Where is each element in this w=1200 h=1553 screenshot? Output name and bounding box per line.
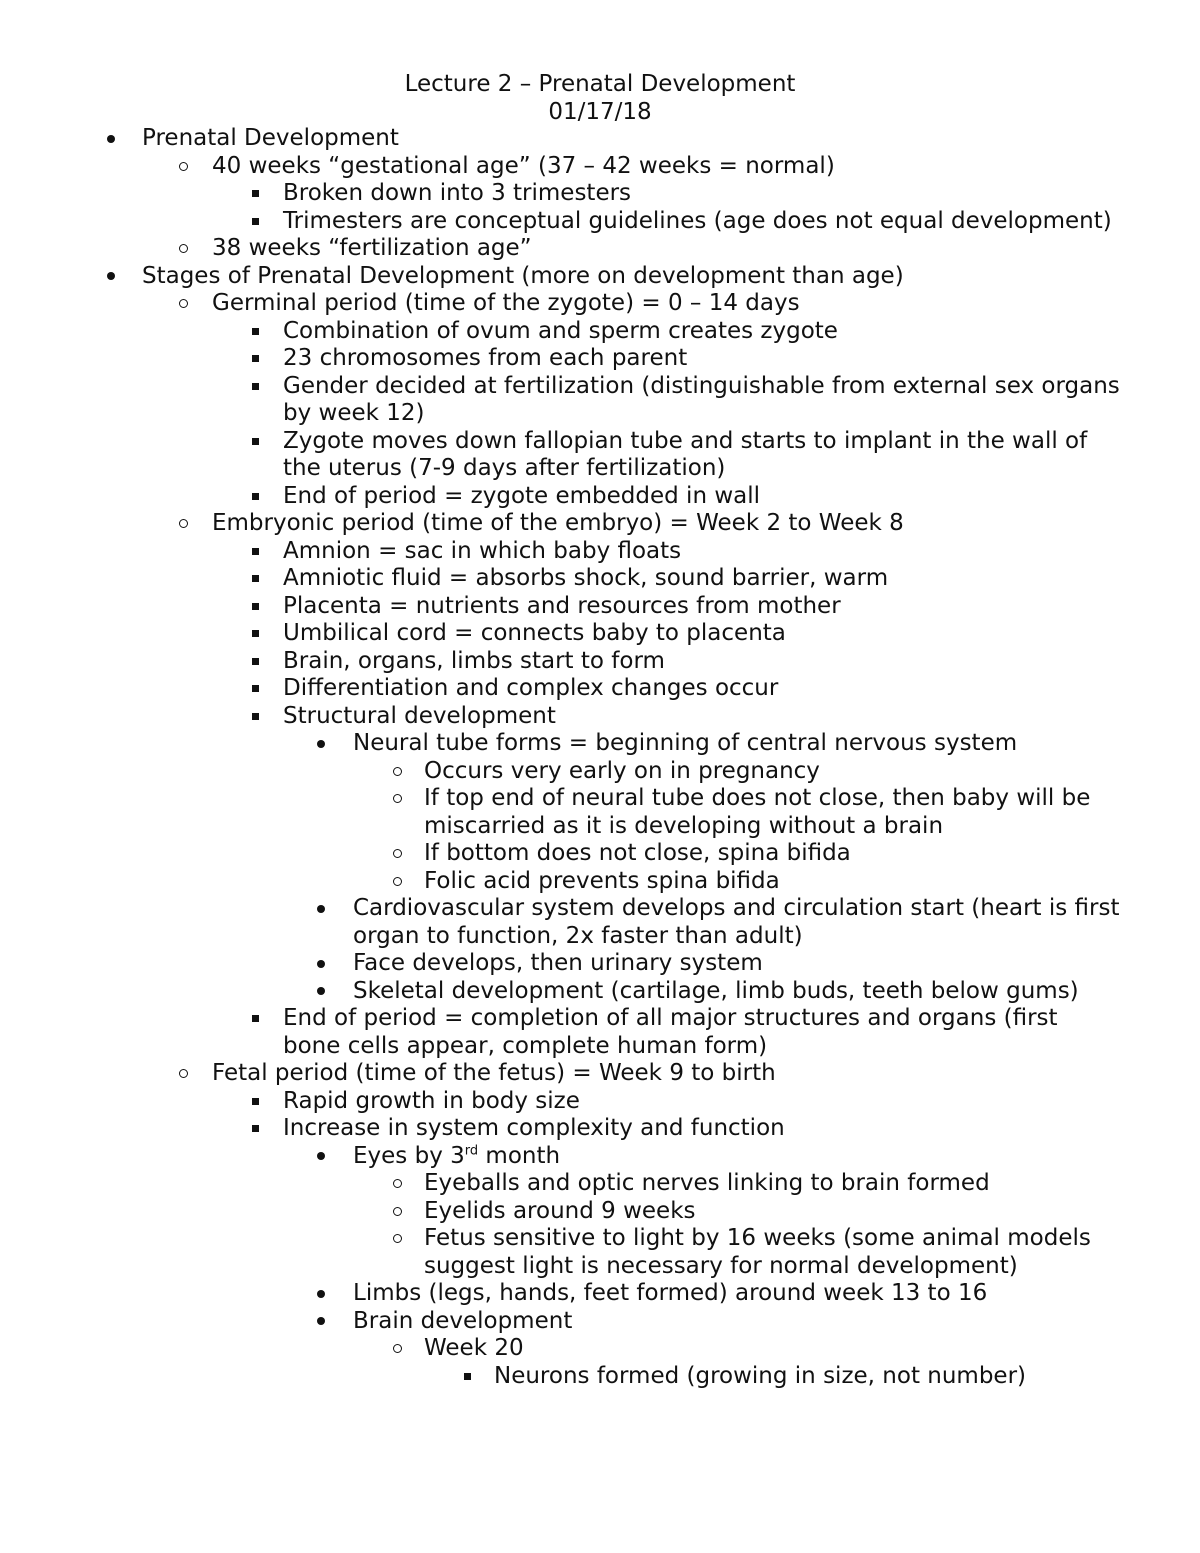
- outline-item-level-4: [0, 1308, 1200, 1336]
- outline-item-text: Neural tube forms = beginning of central nervous system: [353, 730, 1018, 756]
- outline-item-level-5: [0, 840, 1200, 868]
- outline-item-text: Occurs very early on in pregnancy: [424, 757, 820, 784]
- bullet-marker-icon: [386, 868, 408, 896]
- bullet-marker-icon: [100, 125, 122, 153]
- outline-item-text: Limbs (legs, hands, feet formed) around week 13 to 16: [353, 1280, 988, 1306]
- outline-item-text: 38 weeks “fertilization age”: [212, 235, 532, 261]
- bullet-marker-icon: [172, 510, 194, 538]
- outline-item-text: Stages of Prenatal Development (more on development than age): [142, 262, 904, 289]
- outline-item-text: Brain development: [353, 1307, 573, 1334]
- outline-item-level-4: [0, 1280, 1200, 1308]
- outline-item-text: Structural development: [283, 702, 556, 729]
- bullet-marker-icon: [244, 620, 266, 648]
- outline-item-text: Embryonic period (time of the embryo) = Week 2 to Week 8: [212, 510, 904, 536]
- bullet-marker-icon: [310, 1308, 332, 1336]
- outline-item-level-3: [0, 373, 1200, 428]
- outline-item-level-2: [0, 510, 1200, 538]
- outline-item-text: 23 chromosomes from each parent: [283, 345, 688, 371]
- bullet-marker-icon: [386, 1170, 408, 1198]
- outline-item-level-5: [0, 1335, 1200, 1363]
- bullet-marker-icon: [244, 318, 266, 346]
- outline-item-level-4: [0, 978, 1200, 1006]
- outline-item-text: Week 20: [424, 1335, 524, 1361]
- bullet-marker-icon: [244, 565, 266, 593]
- outline-item-text: Umbilical cord = connects baby to placenta: [283, 620, 786, 646]
- outline-item-text: If top end of neural tube does not close, then baby will be miscarried as it is developing without a brain: [424, 785, 1091, 839]
- ordinal-superscript: rd: [464, 1142, 479, 1158]
- outline-item-level-3: [0, 208, 1200, 236]
- bullet-marker-icon: [310, 1143, 332, 1171]
- bullet-marker-icon: [244, 648, 266, 676]
- outline-item-level-5: [0, 1198, 1200, 1226]
- bullet-marker-icon: [244, 1088, 266, 1116]
- outline-item-text: Brain, organs, limbs start to form: [283, 647, 665, 674]
- outline-item-text: Eyeballs and optic nerves linking to brain formed: [424, 1170, 990, 1196]
- bullet-marker-icon: [386, 785, 408, 813]
- outline-item-level-1: [0, 125, 1200, 153]
- outline-item-text: Broken down into 3 trimesters: [283, 180, 632, 206]
- outline-item-level-3: [0, 675, 1200, 703]
- outline-item-level-3: [0, 703, 1200, 731]
- outline-item-level-3: [0, 538, 1200, 566]
- outline-item-level-3: [0, 180, 1200, 208]
- bullet-marker-icon: [310, 895, 332, 923]
- bullet-marker-icon: [386, 1225, 408, 1253]
- outline-list: [0, 125, 1200, 1390]
- outline-item-level-2: [0, 1060, 1200, 1088]
- outline-item-text: Folic acid prevents spina bifida: [424, 867, 780, 894]
- outline-item-level-3: [0, 345, 1200, 373]
- outline-item-text: If bottom does not close, spina bifida: [424, 840, 851, 866]
- outline-item-level-4: [0, 1143, 1200, 1171]
- outline-item-level-4: [0, 895, 1200, 950]
- bullet-marker-icon: [386, 840, 408, 868]
- outline-item-level-5: [0, 1225, 1200, 1280]
- bullet-marker-icon: [244, 1115, 266, 1143]
- outline-item-level-4: [0, 730, 1200, 758]
- bullet-marker-icon: [244, 675, 266, 703]
- outline-item-level-3: [0, 648, 1200, 676]
- bullet-marker-icon: [244, 208, 266, 236]
- outline-item-level-5: [0, 1170, 1200, 1198]
- bullet-marker-icon: [310, 730, 332, 758]
- outline-item-level-3: [0, 593, 1200, 621]
- outline-item-text: End of period = completion of all major structures and organs (first bone cells appear, complete human form): [283, 1005, 1058, 1059]
- bullet-marker-icon: [244, 373, 266, 401]
- outline-item-text: Gender decided at fertilization (distinguishable from external sex organs by week 12): [283, 372, 1120, 426]
- document-header: [0, 71, 1200, 126]
- outline-item-text-after: month: [478, 1142, 561, 1169]
- bullet-marker-icon: [244, 345, 266, 373]
- bullet-marker-icon: [172, 153, 194, 181]
- bullet-marker-icon: [244, 538, 266, 566]
- outline-item-level-3: [0, 483, 1200, 511]
- outline-item-level-3: [0, 428, 1200, 483]
- outline-item-text: End of period = zygote embedded in wall: [283, 482, 761, 509]
- outline-item-text: Fetus sensitive to light by 16 weeks (some animal models suggest light is necessary for normal development): [424, 1225, 1091, 1279]
- bullet-marker-icon: [310, 978, 332, 1006]
- bullet-marker-icon: [244, 180, 266, 208]
- bullet-marker-icon: [244, 703, 266, 731]
- outline-item-text-main: Eyes by 3: [353, 1142, 465, 1169]
- outline-item-text: Fetal period (time of the fetus) = Week 9 to birth: [212, 1060, 776, 1086]
- bullet-marker-icon: [172, 235, 194, 263]
- outline-item-level-5: [0, 785, 1200, 840]
- outline-item-text: Placenta = nutrients and resources from mother: [283, 592, 841, 619]
- bullet-marker-icon: [310, 950, 332, 978]
- outline-item-level-3: [0, 318, 1200, 346]
- outline-item-level-3: [0, 1115, 1200, 1143]
- bullet-marker-icon: [456, 1363, 478, 1391]
- outline-item-text: Combination of ovum and sperm creates zygote: [283, 317, 838, 344]
- bullet-marker-icon: [172, 290, 194, 318]
- outline-item-level-2: [0, 290, 1200, 318]
- bullet-marker-icon: [172, 1060, 194, 1088]
- outline-item-level-6: [0, 1363, 1200, 1391]
- outline-item-text: Eyelids around 9 weeks: [424, 1197, 696, 1224]
- bullet-marker-icon: [244, 593, 266, 621]
- outline-item-text: Germinal period (time of the zygote) = 0 – 14 days: [212, 290, 800, 316]
- bullet-marker-icon: [386, 1335, 408, 1363]
- outline-item-text: [353, 1143, 1120, 1171]
- bullet-marker-icon: [310, 1280, 332, 1308]
- bullet-marker-icon: [244, 428, 266, 456]
- outline-item-text: Cardiovascular system develops and circulation start (heart is first organ to function, 2x faster than adult): [353, 895, 1120, 949]
- outline-item-level-3: [0, 565, 1200, 593]
- outline-item-text: Increase in system complexity and function: [283, 1115, 785, 1141]
- bullet-marker-icon: [386, 1198, 408, 1226]
- outline-item-text: Amniotic fluid = absorbs shock, sound barrier, warm: [283, 565, 889, 591]
- bullet-marker-icon: [244, 483, 266, 511]
- outline-item-level-3: [0, 1088, 1200, 1116]
- outline-item-text: 40 weeks “gestational age” (37 – 42 weeks = normal): [212, 152, 835, 179]
- outline-item-level-2: [0, 235, 1200, 263]
- outline-item-level-3: [0, 620, 1200, 648]
- outline-item-level-1: [0, 263, 1200, 291]
- outline-item-text: Trimesters are conceptual guidelines (age does not equal development): [283, 207, 1112, 234]
- outline-item-level-5: [0, 758, 1200, 786]
- outline-item-level-3: [0, 1005, 1200, 1060]
- outline-item-level-5: [0, 868, 1200, 896]
- outline-item-text: Skeletal development (cartilage, limb buds, teeth below gums): [353, 977, 1079, 1004]
- outline-item-text: Amnion = sac in which baby floats: [283, 537, 682, 564]
- outline-item-text: Prenatal Development: [142, 125, 399, 151]
- bullet-marker-icon: [100, 263, 122, 291]
- outline-item-text: Rapid growth in body size: [283, 1087, 580, 1114]
- outline-item-text: Zygote moves down fallopian tube and starts to implant in the wall of the uterus (7-9 days after fertilization): [283, 427, 1088, 481]
- bullet-marker-icon: [244, 1005, 266, 1033]
- outline-item-level-2: [0, 153, 1200, 181]
- outline-item-level-4: [0, 950, 1200, 978]
- document-date: 01/17/18: [548, 98, 652, 125]
- outline-item-text: Differentiation and complex changes occur: [283, 675, 779, 701]
- document-title: Lecture 2 – Prenatal Development: [404, 71, 796, 97]
- outline-item-text: Neurons formed (growing in size, not number): [494, 1362, 1027, 1389]
- bullet-marker-icon: [386, 758, 408, 786]
- outline-item-text: Face develops, then urinary system: [353, 950, 763, 976]
